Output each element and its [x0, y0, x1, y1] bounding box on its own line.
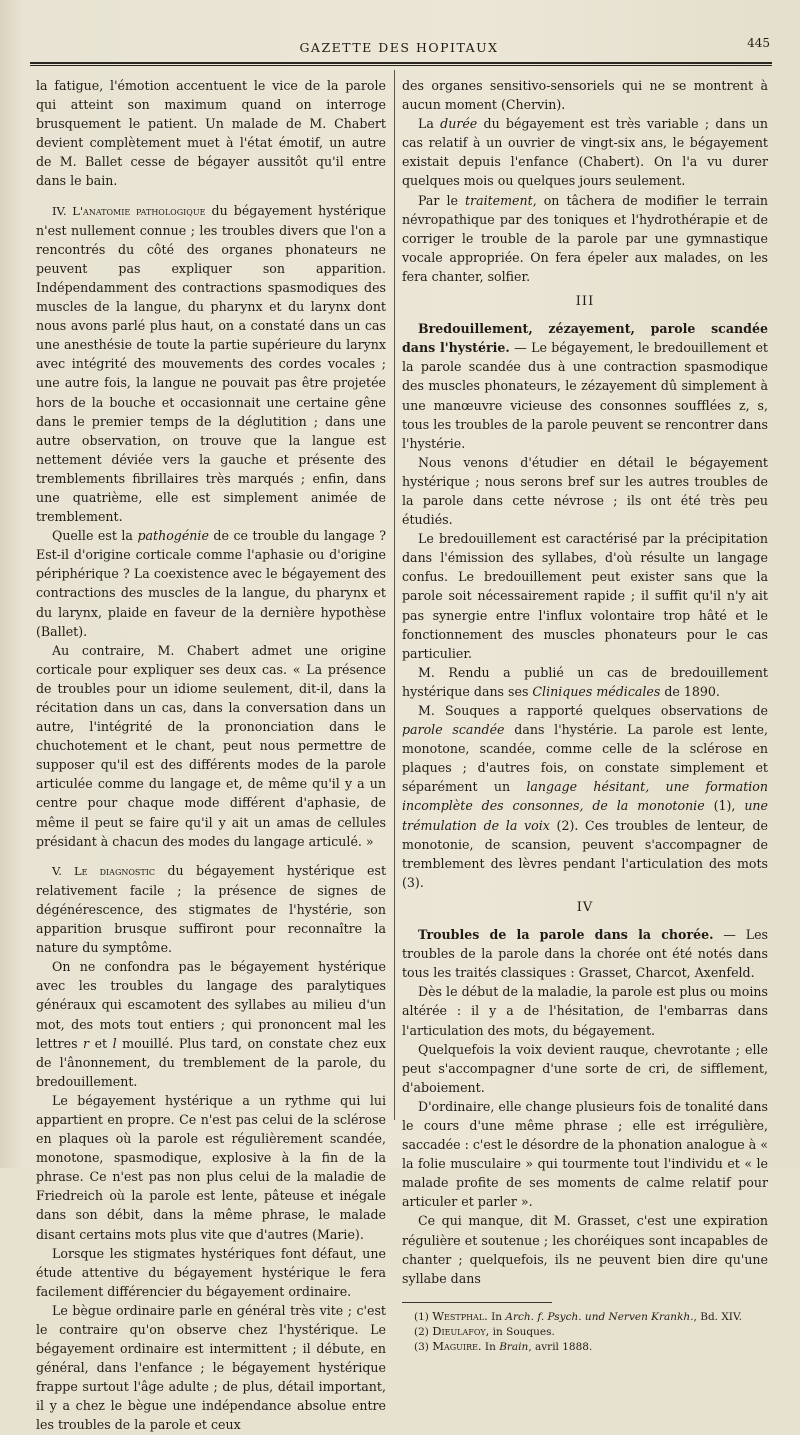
page-number: 445	[747, 36, 770, 50]
header-rule-thin	[30, 65, 772, 66]
paragraph: Ce qui manque, dit M. Grasset, c'est une expiration régulière et soutenue ; les choréiques sont incapables de chanter ; quelquefois, ils ne peuvent bien dire qu'une syllabe dans	[402, 1213, 768, 1286]
paragraph: la fatigue, l'émotion accentuent le vice de la parole qui atteint son maximum quand on interroge brusquement le patient. Un malade de M. Chabert devient complètement muet à l'état émotif, un autre de M. Ballet cesse de bégayer aussitôt qu'il entre dans le bain.	[36, 78, 386, 189]
paragraph: Le bredouillement est caractérisé par la précipitation dans l'émission des syllabes, d'où résulte un langage confus. Le bredouillement peut exister sans que la parole soit nécessairement rapide ; il suffit qu'il n'y ait pas synergie entre l'influx volontaire trop hâté et le fonctionnement des muscles phonateurs pour le cas particulier.	[402, 531, 768, 661]
header-rule	[30, 62, 772, 64]
paragraph-choree: Troubles de la parole dans la chorée. — Les troubles de la parole dans la chorée ont été notés dans tous les traités classiques : Grasset, Charcot, Axenfeld.	[402, 927, 768, 981]
section-label: V. Le diagnostic	[52, 863, 156, 878]
run-in-heading: Troubles de la parole dans la chorée.	[418, 927, 714, 943]
paragraph: Lorsque les stigmates hystériques font défaut, une étude attentive du bégayement hystérique le fera facilement différencier du bégayement ordinaire.	[36, 1245, 386, 1299]
footnotes	[402, 1309, 768, 1354]
running-head	[28, 36, 770, 56]
paragraph-bredouillement: Bredouillement, zézayement, parole scandée dans l'hystérie. — Le bégayement, le bredouillement et la parole scandée dus à une contraction spasmodique des muscles phonateurs, le zézayement dû simplement à une manœuvre vicieuse des consonnes soufflées z, s, tous les troubles de la parole peuvent se rencontrer dans l'hystérie.	[402, 321, 768, 451]
paragraph: Le bègue ordinaire parle en général très vite ; c'est le contraire qu'on observe chez l'hystérique. Le bégayement ordinaire est intermittent ; il débute, en général, dans l'enfance ; le bégayement hystérique frappe surtout l'âge adulte ; de plus, détail important, il y a chez le bègue une indépendance absolue entre les troubles de la parole et ceux	[36, 1302, 386, 1433]
paragraph-duree: La durée du bégayement est très variable ; dans un cas relatif à un ouvrier de vingt-six ans, le bégayement existait depuis l'enfance (Chabert). On l'a vu durer quelques mois ou quelques jours seulement.	[402, 116, 768, 189]
paragraph: On ne confondra pas le bégayement hystérique avec les troubles du langage des paralytiques généraux qui escamotent des syllabes au milieu d'un mot, des mots tout entiers ; qui prononcent mal les lettres r et l mouillé. Plus tard, on constate chez eux de l'ânonnement, du tremblement de la parole, du bredouillement.	[36, 959, 386, 1089]
run-in-heading: Bredouillement, zézayement, parole scandée dans l'hystérie.	[402, 321, 768, 356]
left-column	[36, 76, 386, 1435]
paragraph: Le bégayement hystérique a un rythme qui lui appartient en propre. Ce n'est pas celui de la sclérose en plaques où la parole est régulièrement scandée, monotone, spasmodique, explosive à la fin de la phrase. Ce n'est pas non plus celui de la maladie de Friedreich où la parole est lente, pâteuse et inégale dans son débit, dans la même phrase, le malade disant certains mots plus vite que d'autres (Marie).	[36, 1092, 386, 1242]
footnote-rule	[402, 1302, 552, 1303]
section-label: IV. L'anatomie pathologique	[52, 203, 206, 218]
footnote: (3) Maguire. In Brain, avril 1888.	[414, 1338, 593, 1353]
paragraph: M. Rendu a publié un cas de bredouillement hystérique dans ses Cliniques médicales de 1890.	[402, 664, 768, 699]
column-divider	[394, 70, 395, 1120]
footnote: (1) Westphal. In Arch. f. Psych. und Nerven Krankh., Bd. XIV.	[414, 1308, 743, 1323]
footnote: (2) Dieulafoy, in Souques.	[414, 1323, 555, 1338]
section-number: III	[575, 294, 595, 310]
paragraph-pathogenie: Quelle est la pathogénie de ce trouble du langage ? Est-il d'origine corticale comme l'aphasie ou d'origine périphérique ? La coexistence avec le bégayement des contractions des muscles de la langue, du pharynx et du larynx, plaide en faveur de la dernière hypothèse (Ballet).	[36, 528, 387, 639]
paragraph: D'ordinaire, elle change plusieurs fois de tonalité dans le cours d'une même phrase ; elle est irrégulière, saccadée : c'est le désordre de la phonation analogue à « la folie musculaire » qui tourmente tout l'individu et « le malade profite de ses moments de calme relatif pour articuler et parler ».	[402, 1098, 768, 1210]
paragraph-anatomie: IV. L'anatomie pathologique du bégayement hystérique n'est nullement connue ; les troubles divers que l'on a rencontrés du côté des organes phonateurs ne peuvent pas expliquer son apparition. Indépendamment des contractions spasmodiques des muscles de la langue, du pharynx et du larynx dont nous avons parlé plus haut, on a constaté dans un cas une anesthésie de toute la partie supérieure du larynx avec intégrité des mouvements des cordes vocales ; une autre fois, la langue ne pouvait pas être projetée hors de la bouche et occasionnait une certaine gêne dans le premier temps de la déglutition ; dans une autre observation, on trouve que la langue est nettement déviée vers la gauche et présente des tremblements fibrillaires très marqués ; enfin, dans une quatrième, elle est simplement animée de tremblement.	[36, 202, 386, 525]
paragraph: Quelquefois la voix devient rauque, chevrotante ; elle peut s'accompagner d'une sorte de cri, de sifflement, d'aboiement.	[402, 1041, 768, 1095]
paragraph-traitement: Par le traitement, on tâchera de modifier le terrain névropathique par des toniques et l'hydrothérapie et de corriger le trouble de la parole par une gymnastique vocale appropriée. On fera épeler aux malades, on les fera chanter, solfier.	[402, 192, 768, 284]
paragraph: Dès le début de la maladie, la parole est plus ou moins altérée : il y a de l'hésitation, de l'embarras dans l'articulation des mots, du bégayement.	[402, 984, 768, 1038]
section-number: IV	[576, 899, 594, 915]
right-column	[402, 76, 768, 1354]
paragraph: Nous venons d'étudier en détail le bégayement hystérique ; nous serons bref sur les autres troubles de la parole dans cette névrose ; ils ont été très peu étudiés.	[402, 454, 768, 528]
paragraph: des organes sensitivo-sensoriels qui ne se montrent à aucun moment (Chervin).	[402, 78, 768, 113]
paragraph: M. Souques a rapporté quelques observations de parole scandée dans l'hystérie. La parole est lente, monotone, scandée, comme celle de la sclérose en plaques ; d'autres fois, on constate simplement et séparément un langage hésitant, une formation incomplète des consonnes, de la monotonie (1), une trémulation de la voix (2). Ces troubles de lenteur, de monotonie, de scansion, peuvent s'accompagner de tremblement des lèvres pendant l'articulation des mots (3).	[402, 703, 769, 890]
journal-title: GAZETTE DES HOPITAUX	[299, 40, 499, 55]
paragraph: Au contraire, M. Chabert admet une origine corticale pour expliquer ses deux cas. « La présence de troubles pour un idiome seulement, dit-il, dans la récitation dans un cas, dans la conversation dans un autre, l'intégrité de la prononciation dans le chuchotement et le chant, peut nous permettre de supposer qu'il est des différents modes de la parole articulée comme du langage et, de même qu'il y a un centre pour chaque mode différent d'aphasie, de même il peut se faire qu'il y ait un amas de cellules présidant à chacun des modes du langage articulé. »	[36, 642, 386, 849]
paragraph-diagnostic: V. Le diagnostic du bégayement hystérique est relativement facile ; la présence de signes de dégénérescence, des stigmates de l'hystérie, son apparition brusque suffiront pour reconnaître la nature du symptôme.	[36, 862, 387, 956]
